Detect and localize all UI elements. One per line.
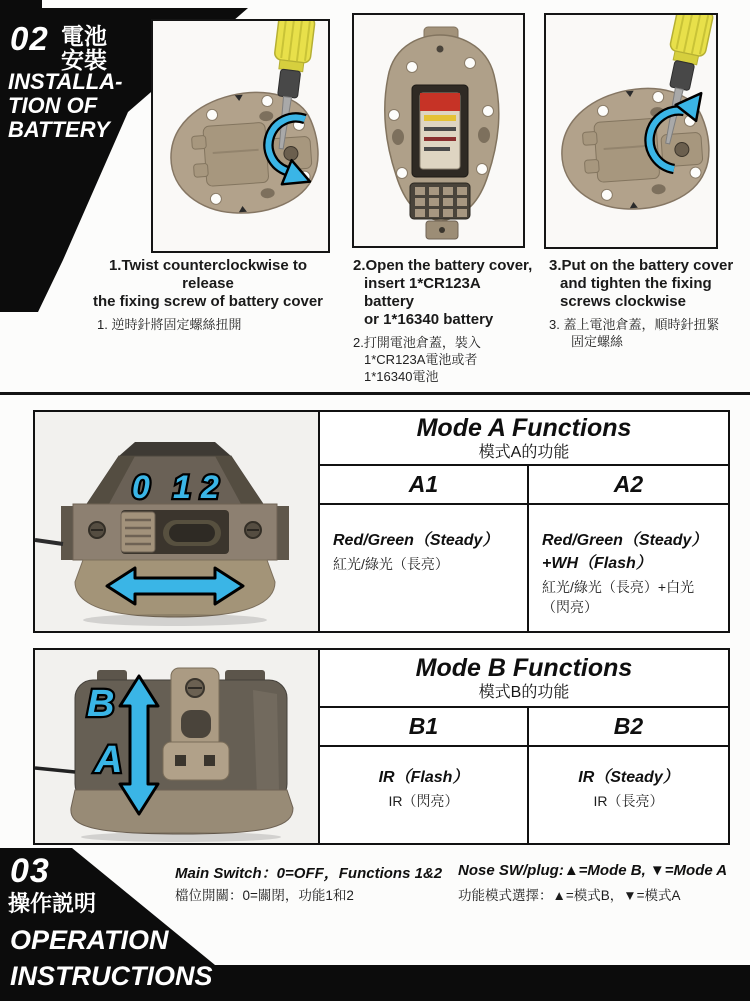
mode-b-header-b2: B2 bbox=[613, 713, 644, 739]
operation-title-en-line2: INSTRUCTIONS bbox=[10, 961, 213, 991]
b1-function-en: IR（Flash） bbox=[378, 769, 469, 786]
step1-en-line2: the fixing screw of battery cover bbox=[92, 293, 324, 310]
step2-cn-line2: 1*CR123A電池或者 bbox=[364, 352, 478, 367]
main-switch-instruction-en: Main Switch：0=OFF，Functions 1&2 bbox=[175, 865, 443, 882]
mode-a-header-a1: A1 bbox=[320, 466, 529, 503]
step3-cn-line2: 固定螺絲 bbox=[571, 334, 624, 349]
step2-cn-line3: 1*16340電池 bbox=[364, 369, 439, 384]
mode-b-header-row bbox=[320, 708, 728, 747]
step2-cn-line1: 2.打開電池倉蓋，裝入 bbox=[353, 335, 481, 350]
battery-section-number: 02 bbox=[10, 20, 49, 57]
mode-a-label: A bbox=[95, 739, 123, 781]
battery-title-cn-line1: 電池 bbox=[61, 23, 107, 49]
step3-cn-line1: 3. 蓋上電池倉蓋，順時針扭緊 bbox=[549, 317, 720, 332]
mode-a-body-row bbox=[320, 505, 728, 631]
mode-b-title-en: Mode B Functions bbox=[415, 654, 633, 682]
battery-compartment bbox=[412, 85, 468, 177]
operation-title-cn: 操作説明 bbox=[8, 891, 97, 916]
a2-function-en-line1: Red/Green（Steady） bbox=[542, 532, 708, 549]
mode-a-illustration bbox=[35, 412, 318, 631]
operation-title-en-line1: OPERATION bbox=[10, 925, 169, 955]
switch-position-0-label: 0 bbox=[132, 469, 150, 505]
battery-title-en-line3: BATTERY bbox=[8, 117, 110, 142]
step2-en-line3: or 1*16340 battery bbox=[364, 311, 494, 328]
mode-a-table bbox=[320, 412, 728, 631]
step3-caption bbox=[549, 257, 744, 350]
mode-select-instruction-en: Nose SW/plug:▲=Mode B, ▼=Mode A bbox=[458, 862, 728, 879]
step2-en-line1: 2.Open the battery cover, bbox=[353, 257, 533, 274]
mode-b-title-cn: 模式B的功能 bbox=[478, 684, 570, 701]
mode-b-cell-b2 bbox=[529, 747, 728, 843]
mode-b-title-row bbox=[320, 650, 728, 708]
b1-function-cn: IR（閃亮） bbox=[388, 793, 459, 809]
mode-a-cell-a2 bbox=[529, 505, 728, 631]
mode-a-cell-a1 bbox=[320, 505, 529, 631]
a1-function-en: Red/Green（Steady） bbox=[333, 532, 499, 549]
a1-function-cn: 紅光/綠光（長亮） bbox=[333, 556, 449, 572]
mode-b-cell-b1 bbox=[320, 747, 529, 843]
switch-position-1-label: 1 bbox=[173, 469, 191, 505]
mode-a-title-row bbox=[320, 412, 728, 466]
step3-en-line3: screws clockwise bbox=[560, 293, 686, 310]
a2-function-cn-line1: 紅光/綠光（長亮）+白光 bbox=[542, 579, 695, 595]
switch-position-2-label: 2 bbox=[201, 469, 219, 505]
b2-function-cn: IR（長亮） bbox=[593, 793, 664, 809]
battery-title-en-line2: TION OF bbox=[8, 93, 98, 118]
mode-b-body-row bbox=[320, 747, 728, 843]
main-switch-instruction-cn: 檔位開關：0=關閉，功能1和2 bbox=[175, 888, 354, 903]
b2-function-en: IR（Steady） bbox=[578, 769, 679, 786]
a2-function-en-line2: +WH（Flash） bbox=[542, 555, 652, 572]
mode-a-title-en: Mode A Functions bbox=[416, 414, 632, 442]
battery-cover-plate bbox=[167, 88, 322, 218]
step3-en-line2: and tighten the fixing bbox=[560, 275, 712, 292]
mode-b-panel bbox=[33, 648, 730, 845]
step2-caption bbox=[353, 257, 533, 385]
step1-en-line1: 1.Twist counterclockwise to release bbox=[108, 257, 308, 292]
photo-step1-unscrew bbox=[151, 19, 330, 253]
mode-b-label: B bbox=[87, 683, 115, 725]
step3-illustration bbox=[546, 15, 716, 247]
mode-slider-knob bbox=[121, 512, 155, 552]
mode-a-header-row bbox=[320, 466, 728, 505]
battery-title-en-line1: INSTALLA- bbox=[8, 69, 123, 94]
mode-b-table bbox=[320, 650, 728, 843]
photo-step2-insert-battery bbox=[352, 13, 525, 248]
mode-b-header-b1: B1 bbox=[320, 708, 529, 745]
step1-caption bbox=[84, 257, 332, 333]
a2-function-cn-line2: （閃亮） bbox=[542, 599, 598, 615]
battery-title-cn-line2: 安裝 bbox=[61, 47, 107, 73]
vent-grid bbox=[410, 183, 470, 219]
mode-a-header-a2: A2 bbox=[613, 471, 644, 497]
mode-b-photo bbox=[35, 650, 320, 843]
step1-illustration bbox=[153, 21, 328, 251]
mode-a-title-cn: 模式A的功能 bbox=[478, 444, 570, 461]
step2-illustration bbox=[354, 15, 523, 246]
mode-a-photo bbox=[35, 412, 320, 631]
nose-switch-plug bbox=[163, 668, 229, 780]
photo-step3-tighten bbox=[544, 13, 718, 249]
mode-b-illustration bbox=[35, 650, 318, 843]
section-divider bbox=[0, 392, 750, 395]
operation-section-number: 03 bbox=[10, 852, 50, 890]
mode-select-instruction-cn: 功能模式選擇：▲=模式B，▼=模式A bbox=[458, 888, 681, 903]
step3-en-line1: 3.Put on the battery cover bbox=[549, 257, 734, 274]
step1-cn-line1: 1. 逆時針將固定螺絲扭開 bbox=[97, 317, 242, 332]
step2-en-line2: insert 1*CR123A battery bbox=[364, 275, 481, 310]
mode-a-panel bbox=[33, 410, 730, 633]
